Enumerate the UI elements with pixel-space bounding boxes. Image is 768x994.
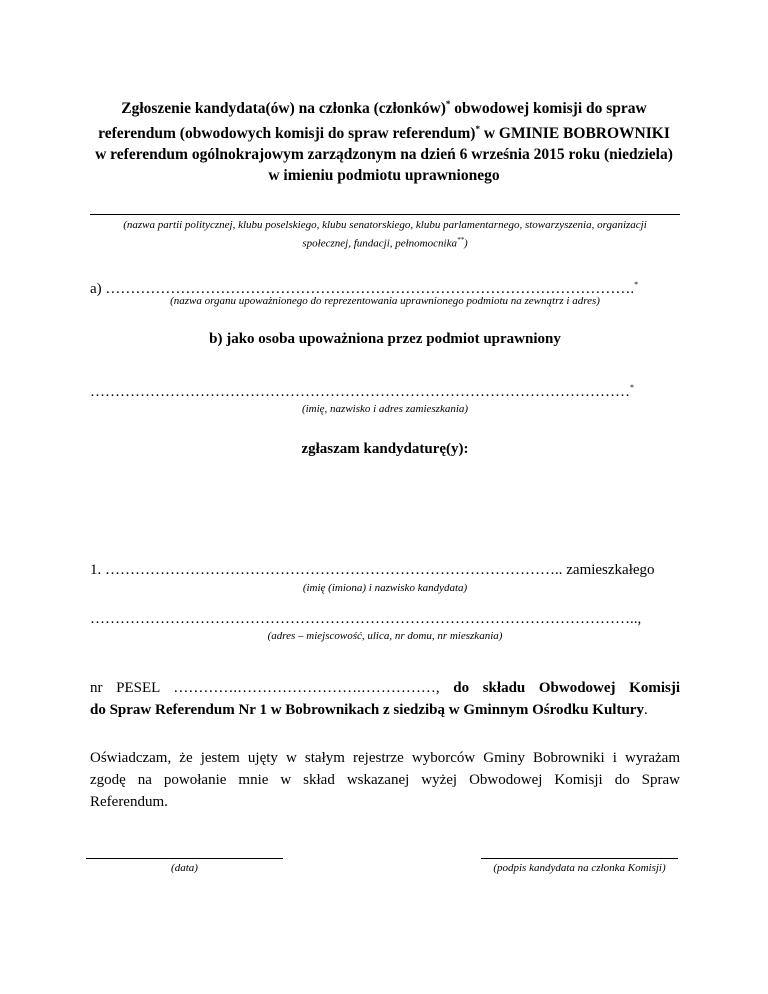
authorized-organ-caption: (nazwa organu upoważnionego do reprezentowania uprawnionego podmiotu na zewnątrz i adres) [170, 295, 600, 307]
authorized-person-field[interactable]: ………………………………………………………………………………………………* [90, 383, 634, 400]
party-name-caption: (nazwa partii politycznej, klubu poselskiego, klubu senatorskiego, klubu parlamentarnego, stowarzyszenia, organizacji społecznej, fundacji, pełnomocnika**) [123, 219, 647, 250]
authorized-organ-field[interactable]: a) …………………………………………………………………………………………….* [90, 280, 639, 297]
pesel-line-1: nr PESEL ………….…………………….……………, do składu Obwodowej Komisji [90, 680, 680, 696]
pesel-paragraph [90, 677, 680, 721]
party-name-line[interactable] [90, 214, 680, 215]
section-b-heading: b) jako osoba upoważniona przez podmiot uprawniony [209, 331, 561, 347]
pesel-line-2: do Spraw Referendum Nr 1 w Bobrownikach z siedzibą w Gminnym Ośrodku Kultury. [90, 702, 648, 718]
declaration-paragraph: Oświadczam, że jestem ujęty w stałym rejestrze wyborców Gminy Bobrowniki i wyrażam zgodę na powołanie mnie w skład wskazanej wyżej Obwodowej Komisji do Spraw Referendum. [90, 750, 680, 810]
candidate-name-field[interactable]: 1. ……………………………………………………………………………….. zamieszkałego [90, 562, 655, 578]
document-title [60, 94, 708, 186]
candidate-name-caption: (imię (imiona) i nazwisko kandydata) [302, 582, 468, 594]
title-line-1: Zgłoszenie kandydata(ów) na członka (członków)* obwodowej komisji do spraw [121, 99, 647, 118]
signature-line[interactable] [481, 858, 678, 859]
title-line-3: w referendum ogólnokrajowym zarządzonym na dzień 6 września 2015 roku (niedziela) [95, 146, 673, 164]
title-line-2: referendum (obwodowych komisji do spraw referendum)* w GMINIE BOBROWNIKI [98, 124, 670, 143]
authorized-person-caption: (imię, nazwisko i adres zamieszkania) [301, 403, 469, 415]
signature-caption: (podpis kandydata na członka Komisji) [493, 862, 666, 874]
date-line[interactable] [86, 858, 283, 859]
date-caption: (data) [171, 862, 198, 874]
candidate-address-caption: (adres – miejscowość, ulica, nr domu, nr mieszkania) [267, 630, 503, 642]
title-line-4: w imieniu podmiotu uprawnionego [268, 167, 500, 185]
candidate-address-field[interactable]: ……………………………………………………………………………………………….., [90, 611, 642, 627]
candidacy-heading: zgłaszam kandydaturę(y): [301, 441, 469, 457]
pesel-field[interactable]: nr PESEL ………….…………………….……………, [90, 680, 454, 696]
